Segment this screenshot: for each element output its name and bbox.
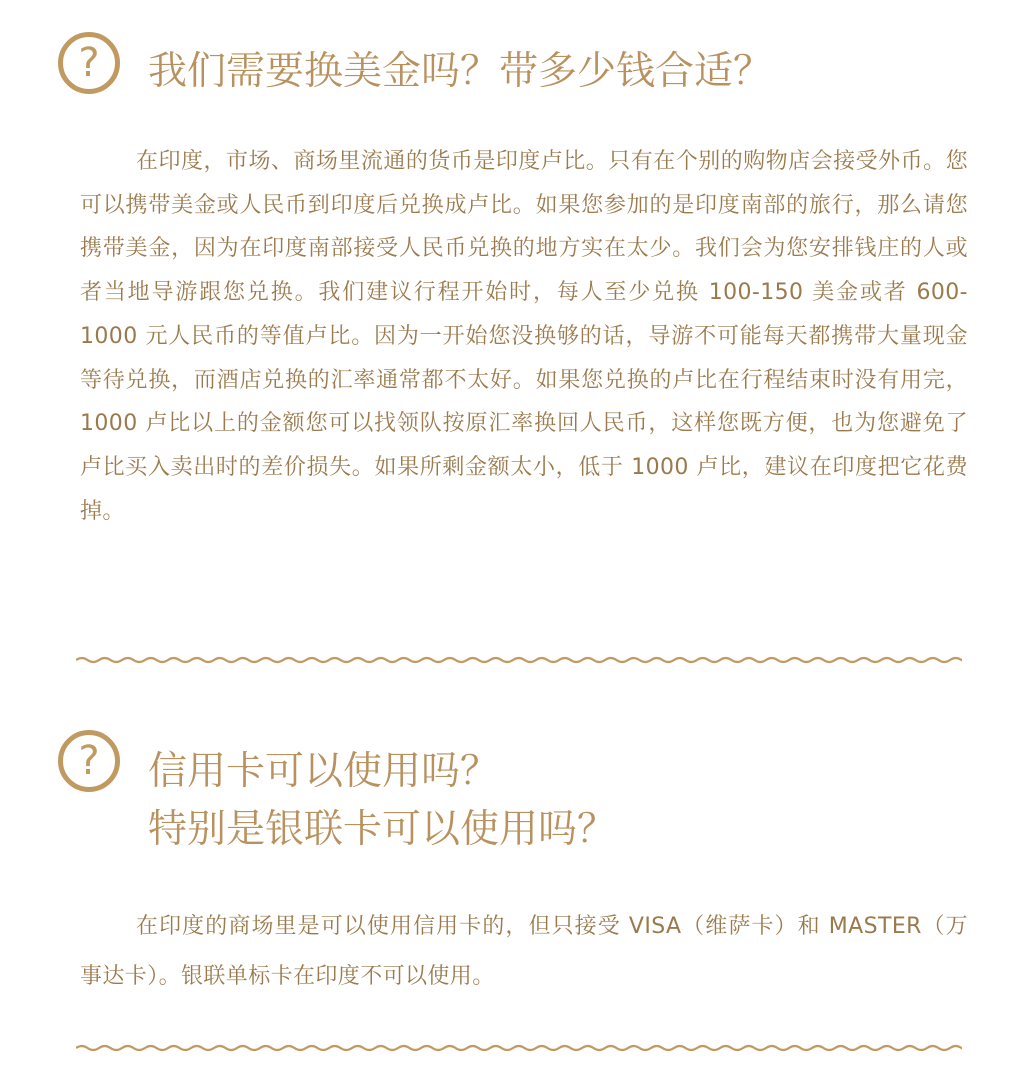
section-body: 在印度的商场里是可以使用信用卡的，但只接受 VISA（维萨卡）和 MASTER（万事达卡）。银联单标卡在印度不可以使用。 [80, 914, 968, 989]
question-icon: ? [58, 730, 120, 792]
section-title: 我们需要换美金吗？带多少钱合适？ [148, 49, 773, 94]
section-body: 在印度，市场、商场里流通的货币是印度卢比。只有在个别的购物店会接受外币。您可以携带美金或人民币到印度后兑换成卢比。如果您参加的是印度南部的旅行，那么请您携带美金，因为在印度南部接受人民币兑换的地方实在太少。我们会为您安排钱庄的人或者当地导游跟您兑换。我们建议行程开始时，每人至少兑换 100-150 美金或者 600-1000 元人民币的等值卢比。因为一开始您没换够的话，导游不可能每天都携带大量现金等待兑换，而酒店兑换的汇率通常都不太好。如果您兑换的卢比在行程结束时没有用完，1000 卢比以上的金额您可以找领队按原汇率换回人民币，这样您既方便，也为您避免了卢比买入卖出时的差价损失。如果所剩金额太小，低于 1000 卢比，建议在印度把它花费掉。 [80, 149, 968, 524]
question-icon: ? [58, 32, 120, 94]
wave-divider [76, 1042, 962, 1054]
wave-divider [76, 654, 962, 666]
section-title-line2: 特别是银联卡可以使用吗？ [148, 807, 617, 852]
section-title-line1: 信用卡可以使用吗？ [148, 749, 500, 794]
